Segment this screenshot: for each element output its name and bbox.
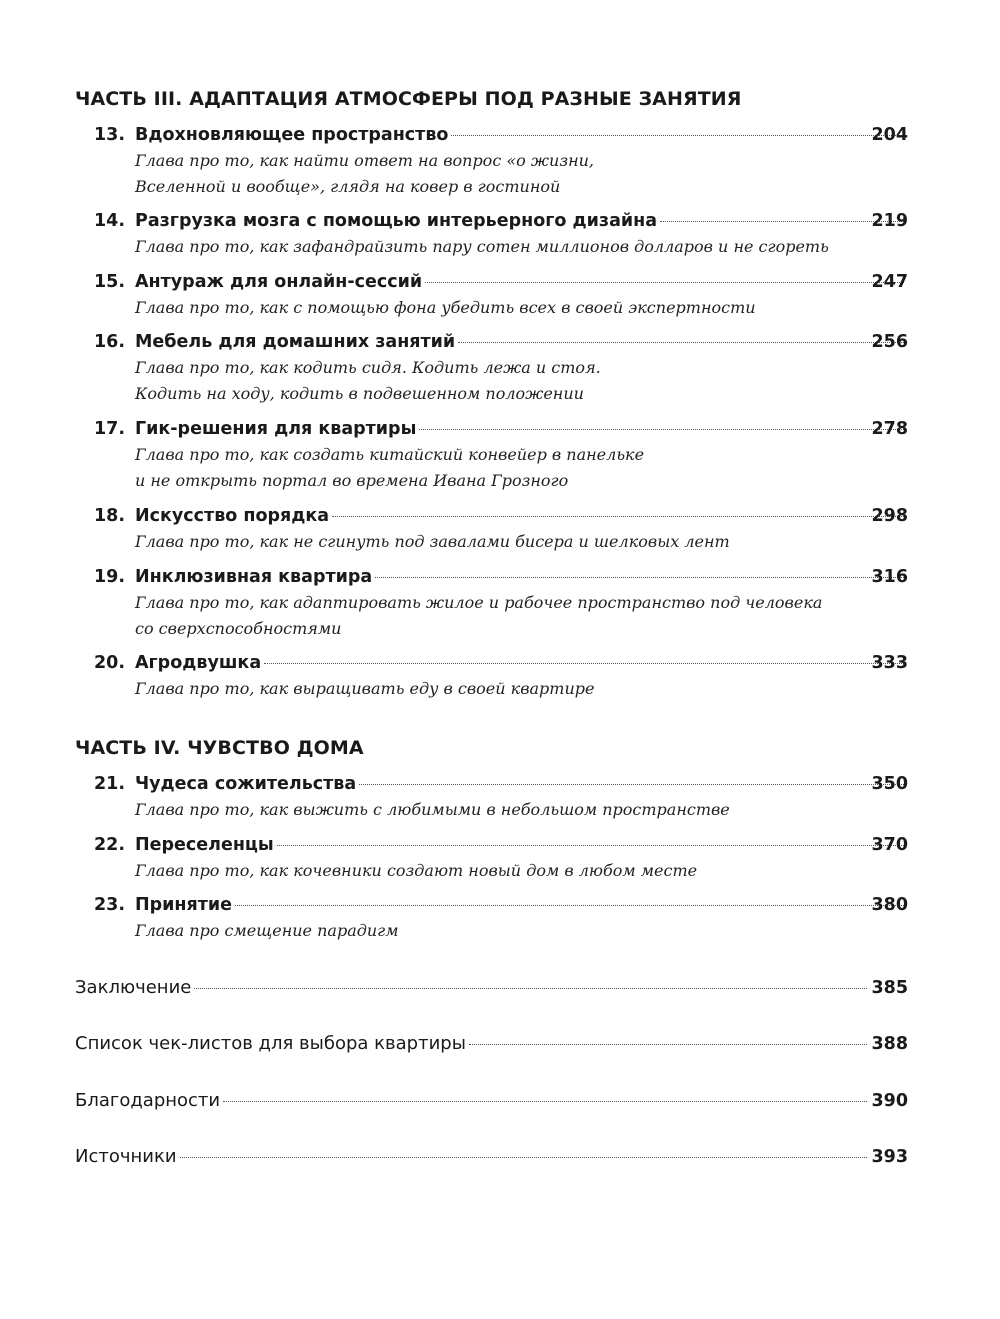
chapter-number: 20.	[93, 653, 125, 673]
chapter-title: Разгрузка мозга с помощью интерьерного дизайна	[135, 211, 658, 231]
chapter-description: Глава про смещение парадигм	[135, 921, 399, 940]
page-number: 256	[871, 332, 908, 352]
toc-entry-checklists[interactable]	[75, 1031, 908, 1057]
chapter-number: 15.	[93, 272, 125, 292]
toc-entry-23[interactable]	[0, 892, 1000, 940]
chapter-number: 23.	[93, 895, 125, 915]
toc-entry-16[interactable]	[0, 329, 1000, 403]
chapter-description: Глава про то, как создать китайский конвейер в панельке	[135, 445, 645, 464]
chapter-title: Вдохновляющее пространство	[135, 125, 449, 145]
chapter-description: Глава про то, как адаптировать жилое и рабочее пространство под человека	[135, 593, 823, 612]
dot-leader	[419, 429, 904, 430]
chapter-title: Инклюзивная квартира	[135, 567, 373, 587]
toc-entry-acknowledgements[interactable]	[75, 1088, 908, 1114]
toc-entry-18[interactable]	[0, 503, 1000, 551]
section-title: Заключение	[75, 977, 192, 998]
chapter-title: Гик-решения для квартиры	[135, 419, 417, 439]
chapter-description: Глава про то, как кодить сидя. Кодить лежа и стоя.	[135, 358, 601, 377]
dot-leader	[660, 221, 904, 222]
chapter-description: Глава про то, как не сгинуть под завалами бисера и шелковых лент	[135, 532, 730, 551]
page-number: 370	[871, 835, 908, 855]
chapter-title: Антураж для онлайн-сессий	[135, 272, 423, 292]
toc-entry-14[interactable]	[0, 208, 1000, 256]
chapter-description: Глава про то, как выжить с любимыми в небольшом пространстве	[135, 800, 730, 819]
page-number: 247	[871, 272, 908, 292]
chapter-number: 22.	[93, 835, 125, 855]
dot-leader	[469, 1044, 868, 1045]
chapter-description-line2: со сверхспособностями	[135, 619, 342, 638]
page-number: 298	[871, 506, 908, 526]
dot-leader	[375, 577, 904, 578]
page-number: 278	[871, 419, 908, 439]
toc-entry-19[interactable]	[0, 564, 1000, 638]
page-number: 393	[871, 1147, 908, 1167]
chapter-number: 14.	[93, 211, 125, 231]
toc-entry-17[interactable]	[0, 416, 1000, 490]
chapter-description: Глава про то, как зафандрайзить пару сотен миллионов долларов и не сгореть	[135, 237, 829, 256]
dot-leader	[359, 784, 904, 785]
chapter-title: Чудеса сожительства	[135, 774, 357, 794]
part-4-heading: ЧАСТЬ IV. ЧУВСТВО ДОМА	[75, 737, 364, 759]
section-title: Благодарности	[75, 1090, 221, 1111]
chapter-number: 19.	[93, 567, 125, 587]
page-number: 219	[871, 211, 908, 231]
chapter-number: 13.	[93, 125, 125, 145]
page-number: 204	[871, 125, 908, 145]
chapter-title: Мебель для домашних занятий	[135, 332, 456, 352]
chapter-number: 16.	[93, 332, 125, 352]
toc-entry-21[interactable]	[0, 771, 1000, 819]
dot-leader	[235, 905, 904, 906]
chapter-description: Глава про то, как найти ответ на вопрос «о жизни,	[135, 151, 595, 170]
page-number: 390	[871, 1091, 908, 1111]
chapter-number: 18.	[93, 506, 125, 526]
chapter-number: 17.	[93, 419, 125, 439]
dot-leader	[180, 1157, 868, 1158]
page-number: 388	[871, 1034, 908, 1054]
dot-leader	[451, 135, 904, 136]
toc-entry-13[interactable]	[0, 122, 1000, 196]
chapter-title: Искусство порядка	[135, 506, 330, 526]
page-number: 385	[871, 978, 908, 998]
page-number: 316	[871, 567, 908, 587]
toc-entry-conclusion[interactable]	[75, 975, 908, 1001]
dot-leader	[277, 845, 904, 846]
dot-leader	[425, 282, 904, 283]
chapter-description-line2: и не открыть портал во времена Ивана Грозного	[135, 471, 569, 490]
chapter-title: Принятие	[135, 895, 233, 915]
chapter-description-line2: Кодить на ходу, кодить в подвешенном положении	[135, 384, 584, 403]
toc-entry-sources[interactable]	[75, 1144, 908, 1170]
page-number: 350	[871, 774, 908, 794]
part-3-heading: ЧАСТЬ III. АДАПТАЦИЯ АТМОСФЕРЫ ПОД РАЗНЫЕ ЗАНЯТИЯ	[75, 88, 742, 110]
page-number: 380	[871, 895, 908, 915]
toc-entry-15[interactable]	[0, 269, 1000, 317]
page-number: 333	[871, 653, 908, 673]
toc-entry-22[interactable]	[0, 832, 1000, 880]
dot-leader	[458, 342, 904, 343]
chapter-description: Глава про то, как выращивать еду в своей квартире	[135, 679, 595, 698]
chapter-description: Глава про то, как с помощью фона убедить всех в своей экспертности	[135, 298, 756, 317]
chapter-number: 21.	[93, 774, 125, 794]
chapter-title: Агродвушка	[135, 653, 262, 673]
dot-leader	[194, 988, 867, 989]
toc-entry-20[interactable]	[0, 650, 1000, 698]
dot-leader	[264, 663, 904, 664]
section-title: Список чек-листов для выбора квартиры	[75, 1033, 466, 1054]
chapter-description-line2: Вселенной и вообще», глядя на ковер в гостиной	[135, 177, 561, 196]
section-title: Источники	[75, 1146, 177, 1167]
dot-leader	[223, 1101, 867, 1102]
chapter-title: Переселенцы	[135, 835, 274, 855]
chapter-description: Глава про то, как кочевники создают новый дом в любом месте	[135, 861, 698, 880]
dot-leader	[332, 516, 904, 517]
